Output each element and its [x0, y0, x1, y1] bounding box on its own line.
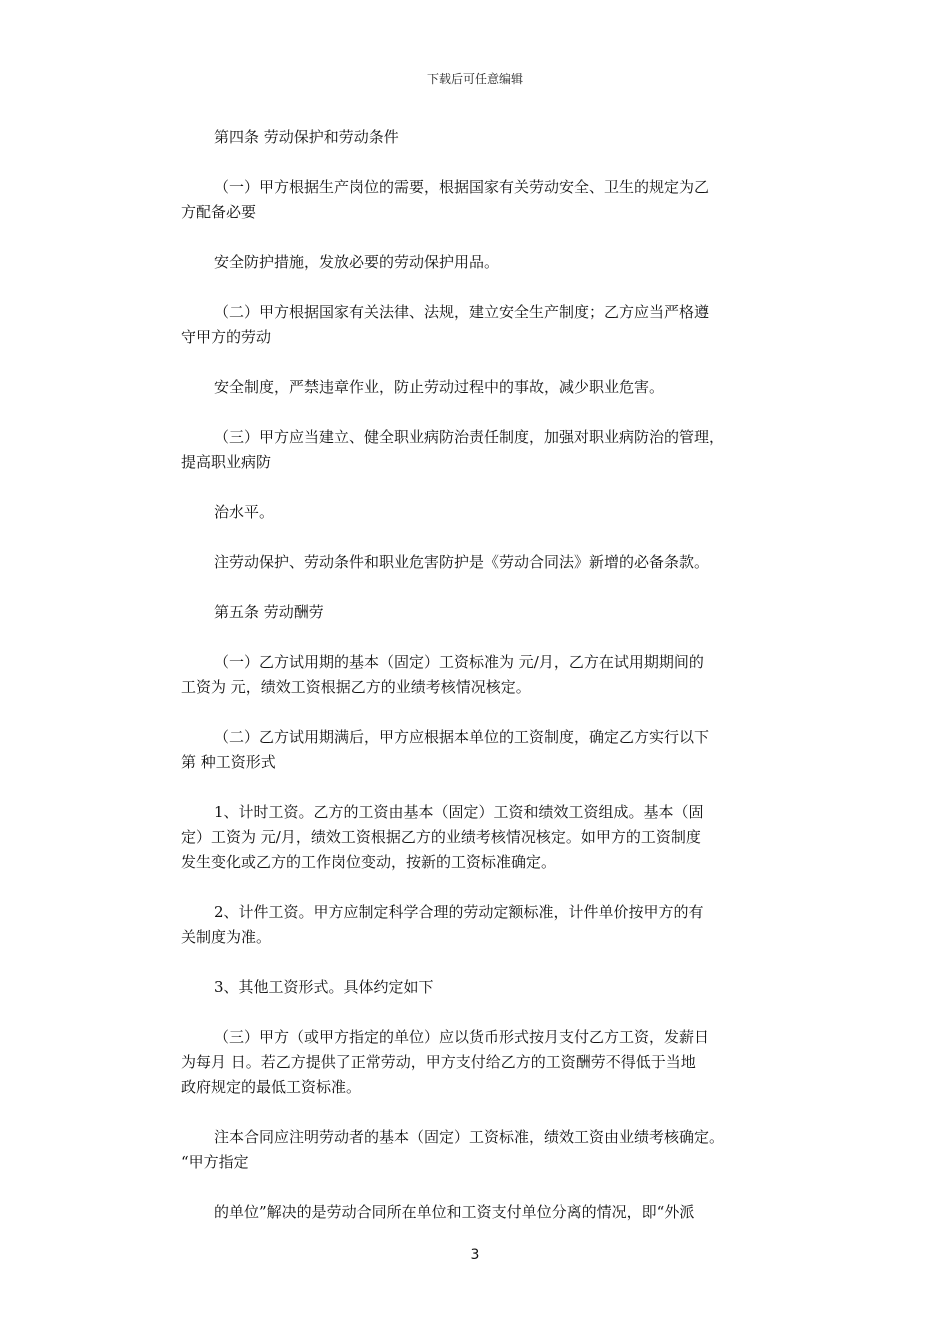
paragraph-line: 治水平。	[214, 503, 275, 521]
page-number: 3	[470, 1247, 480, 1263]
paragraph-line: 定）工资为 元/月，绩效工资根据乙方的业绩考核情况核定。如甲方的工资制度	[181, 828, 701, 846]
paragraph-line: 1、计时工资。乙方的工资由基本（固定）工资和绩效工资组成。基本（固	[214, 803, 704, 821]
paragraph-line: 方配备必要	[181, 203, 257, 221]
paragraph-line: （一）甲方根据生产岗位的需要，根据国家有关劳动安全、卫生的规定为乙	[214, 178, 710, 196]
paragraph-line: 政府规定的最低工资标准。	[181, 1078, 362, 1096]
paragraph-line: 第 种工资形式	[181, 753, 276, 771]
paragraph-line: 2、计件工资。甲方应制定科学合理的劳动定额标准，计件单价按甲方的有	[214, 903, 704, 921]
article-4-heading: 第四条 劳动保护和劳动条件	[214, 128, 399, 146]
paragraph-line: 工资为 元，绩效工资根据乙方的业绩考核情况核定。	[181, 678, 531, 696]
note-line: 注劳动保护、劳动条件和职业危害防护是《劳动合同法》新增的必备条款。	[214, 553, 710, 571]
paragraph-line: （三）甲方应当建立、健全职业病防治责任制度，加强对职业病防治的管理，	[214, 428, 725, 446]
article-5-heading: 第五条 劳动酬劳	[214, 603, 324, 621]
paragraph-line: （三）甲方（或甲方指定的单位）应以货币形式按月支付乙方工资，发薪日	[214, 1028, 710, 1046]
paragraph-line: 安全防护措施，发放必要的劳动保护用品。	[214, 253, 500, 271]
paragraph-line: 提高职业病防	[181, 453, 272, 471]
paragraph-line: 守甲方的劳动	[181, 328, 272, 346]
paragraph-line: 安全制度，严禁违章作业，防止劳动过程中的事故，减少职业危害。	[214, 378, 665, 396]
paragraph-line: （一）乙方试用期的基本（固定）工资标准为 元/月，乙方在试用期期间的	[214, 653, 704, 671]
paragraph-line: 3、其他工资形式。具体约定如下	[214, 978, 434, 996]
note-line: “甲方指定	[181, 1153, 249, 1171]
paragraph-line: 为每月 日。若乙方提供了正常劳动，甲方支付给乙方的工资酬劳不得低于当地	[181, 1053, 696, 1071]
paragraph-line: （二）甲方根据国家有关法律、法规，建立安全生产制度；乙方应当严格遵	[214, 303, 710, 321]
note-line: 注本合同应注明劳动者的基本（固定）工资标准，绩效工资由业绩考核确定。	[214, 1128, 725, 1146]
paragraph-line: 关制度为准。	[181, 928, 272, 946]
paragraph-line: （二）乙方试用期满后，甲方应根据本单位的工资制度，确定乙方实行以下	[214, 728, 710, 746]
paragraph-line: 发生变化或乙方的工作岗位变动，按新的工资标准确定。	[181, 853, 557, 871]
paragraph-line: 的单位”解决的是劳动合同所在单位和工资支付单位分离的情况，即“外派	[214, 1203, 695, 1221]
page-header: 下载后可任意编辑	[426, 72, 523, 86]
